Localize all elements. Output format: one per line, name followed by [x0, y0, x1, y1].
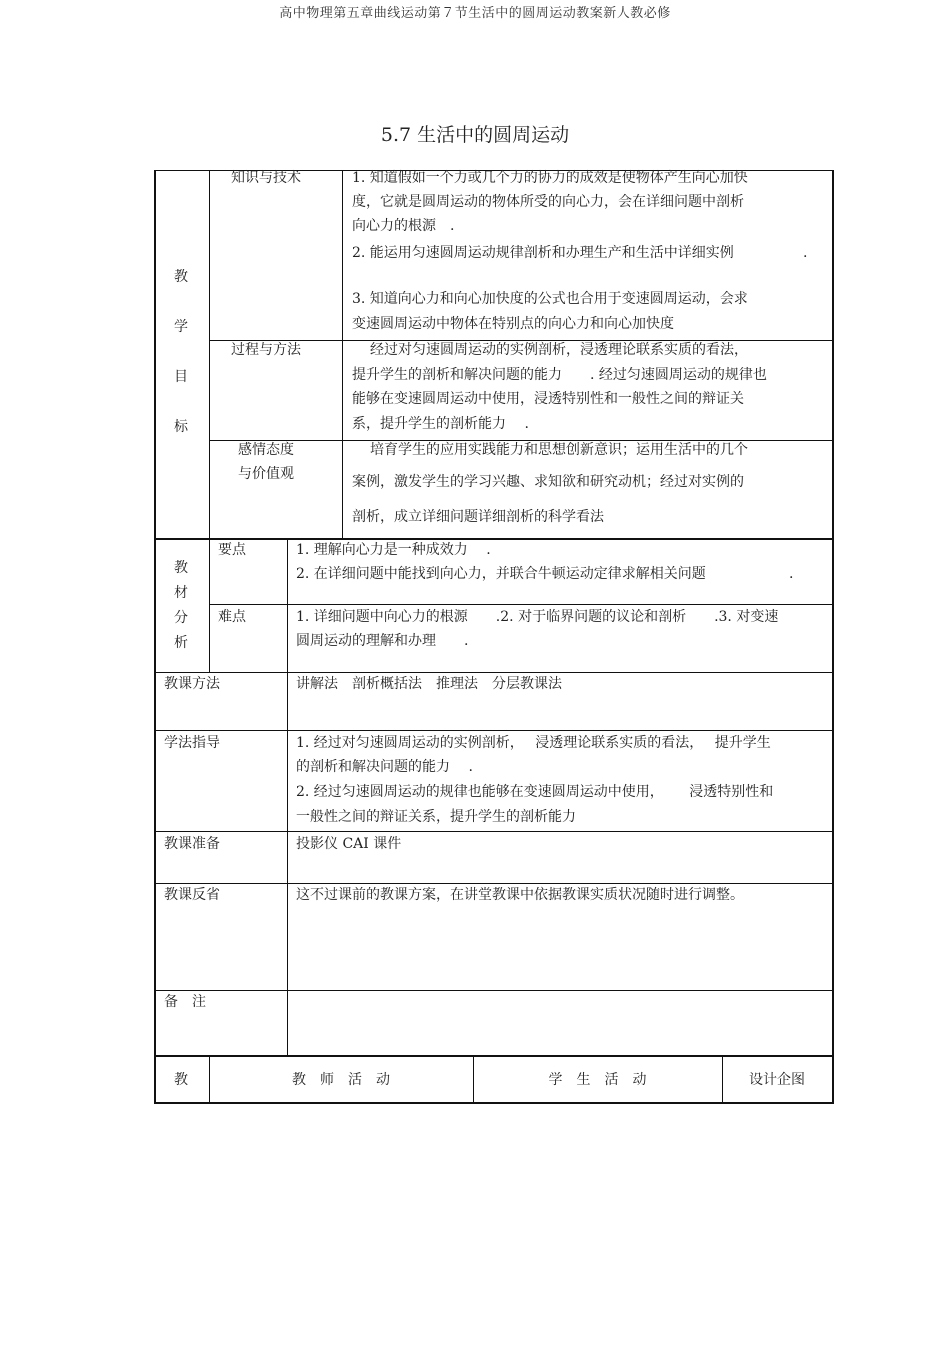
- study-guide-line-4: 一般性之间的辩证关系，提升学生的剖析能力: [296, 809, 576, 825]
- study-guide-line-1: 1. 经过对匀速圆周运动的实例剖析， 浸透理论联系实质的看法， 提升学生: [296, 735, 771, 751]
- analysis-char-1: 教: [174, 560, 188, 576]
- key-points-trailing-dot: .: [789, 566, 794, 582]
- attitude-label-2: 与价值观: [238, 466, 294, 482]
- study-guide-label: 学法指导: [164, 735, 220, 751]
- key-points-line-2: 2. 在详细问题中能找到向心力，并联合牛顿运动定律求解相关问题: [296, 566, 706, 582]
- activity-col1-label: 教: [174, 1072, 188, 1088]
- study-guide-line-3: 2. 经过匀速圆周运动的规律也能够在变速圆周运动中使用， 浸透特别性和: [296, 784, 774, 800]
- knowledge-line-1: 1. 知道假如一个力或几个力的协力的成效是使物体产生向心加快: [352, 170, 748, 186]
- difficulties-line-2: 圆周运动的理解和办理 .: [296, 633, 469, 649]
- process-line-2: 提升学生的剖析和解决问题的能力 . 经过匀速圆周运动的规律也: [352, 367, 767, 383]
- teaching-method-label: 教课方法: [164, 676, 220, 692]
- difficulties-line-1: 1. 详细问题中向心力的根源 .2. 对于临界问题的议论和剖析 .3. 对变速: [296, 609, 779, 625]
- objectives-char-1: 教: [174, 269, 188, 285]
- teacher-activity-header: 教 师 活 动: [292, 1072, 390, 1088]
- reflection-label: 教课反省: [164, 887, 220, 903]
- study-guide-line-2: 的剖析和解决问题的能力 .: [296, 759, 473, 775]
- objectives-char-2: 学: [174, 319, 188, 335]
- process-line-1: 经过对匀速圆周运动的实例剖析，浸透理论联系实质的看法，: [370, 342, 748, 358]
- student-activity-header: 学 生 活 动: [548, 1072, 647, 1088]
- process-line-4: 系，提升学生的剖析能力 .: [352, 416, 529, 432]
- knowledge-trailing-dot: .: [803, 245, 808, 261]
- running-header: 高中物理第五章曲线运动第７节生活中的圆周运动教案新人教必修: [279, 6, 671, 21]
- attitude-line-3: 剖析，成立详细问题详细剖析的科学看法: [352, 509, 604, 525]
- analysis-char-2: 材: [174, 585, 188, 601]
- teaching-method-value: 讲解法 剖析概括法 推理法 分层教课法: [296, 676, 562, 692]
- analysis-char-3: 分: [174, 610, 188, 626]
- difficulties-label: 难点: [218, 609, 246, 625]
- objectives-char-4: 标: [174, 419, 188, 435]
- knowledge-label: 知识与技术: [231, 170, 301, 186]
- knowledge-line-5: 3. 知道向心力和向心加快度的公式也合用于变速圆周运动，会求: [352, 291, 748, 307]
- key-points-line-1: 1. 理解向心力是一种成效力 .: [296, 542, 491, 558]
- process-line-3: 能够在变速圆周运动中使用，浸透特别性和一般性之间的辩证关: [352, 391, 744, 407]
- design-intent-header: 设计企图: [749, 1072, 805, 1088]
- knowledge-line-6: 变速圆周运动中物体在特别点的向心力和向心加快度: [352, 316, 674, 332]
- knowledge-line-3: 向心力的根源 .: [352, 218, 455, 234]
- objectives-char-3: 目: [174, 369, 188, 385]
- knowledge-line-2: 度，它就是圆周运动的物体所受的向心力，会在详细问题中剖析: [352, 194, 744, 210]
- analysis-char-4: 析: [174, 635, 188, 651]
- preparation-label: 教课准备: [164, 836, 220, 852]
- attitude-line-2: 案例，激发学生的学习兴趣、求知欲和研究动机；经过对实例的: [352, 474, 744, 490]
- process-label: 过程与方法: [231, 342, 301, 358]
- reflection-value: 这不过课前的教课方案，在讲堂教课中依据教课实质状况随时进行调整。: [296, 887, 744, 903]
- preparation-value: 投影仪 CAI 课件: [296, 836, 402, 852]
- page-title: 5.7 生活中的圆周运动: [380, 124, 570, 146]
- remarks-label: 备 注: [164, 994, 206, 1010]
- knowledge-line-4: 2. 能运用匀速圆周运动规律剖析和办理生产和生活中详细实例: [352, 245, 734, 261]
- attitude-label-1: 感情态度: [238, 442, 294, 458]
- key-points-label: 要点: [218, 542, 246, 558]
- attitude-line-1: 培育学生的应用实践能力和思想创新意识；运用生活中的几个: [370, 442, 748, 458]
